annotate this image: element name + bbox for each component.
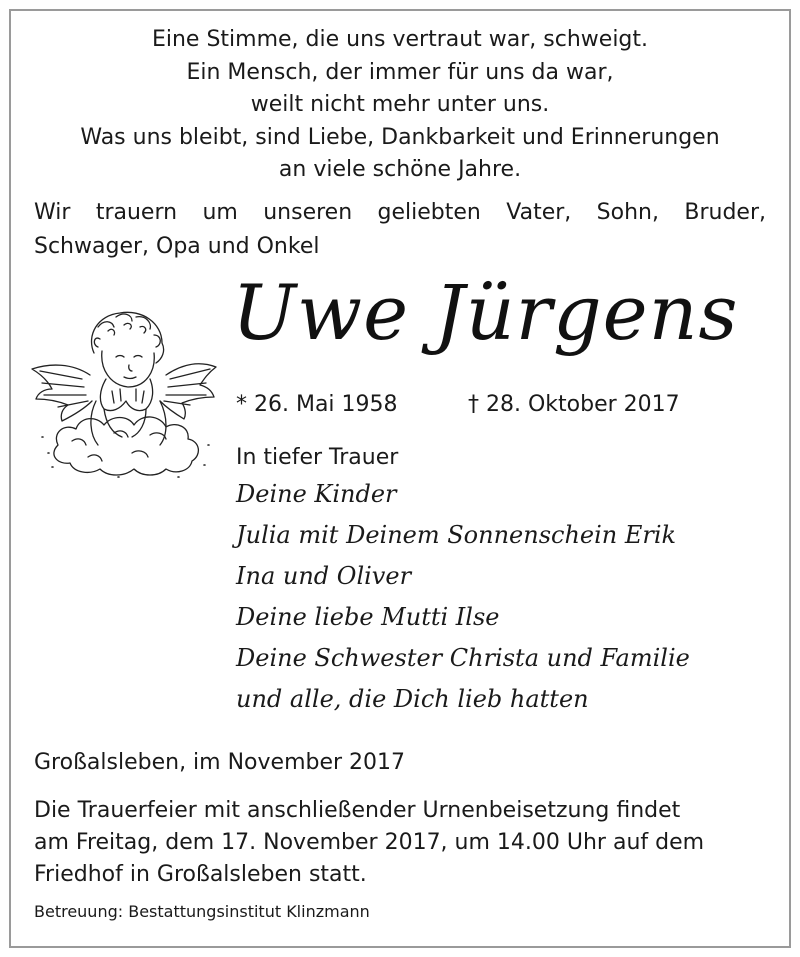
birth-date: * 26. Mai 1958 (236, 392, 398, 417)
intro-text (34, 196, 766, 264)
intro-line: Schwager, Opa und Onkel (34, 234, 320, 259)
death-date: † 28. Oktober 2017 (468, 392, 680, 417)
mourning-heading: In tiefer Trauer (236, 445, 399, 470)
poem-line: weilt nicht mehr unter uns. (250, 92, 550, 117)
mourner-line: Deine Schwester Christa und Familie (236, 644, 690, 672)
poem-line: Ein Mensch, der immer für uns da war, (186, 59, 614, 85)
mourner-line: Deine Kinder (236, 480, 397, 508)
funeral-home-credit: Betreuung: Bestattungsinstitut Klinzmann (34, 902, 370, 921)
life-dates (236, 390, 680, 420)
service-line: Die Trauerfeier mit anschließender Urnenbeisetzung findet (34, 798, 681, 823)
mourner-line: Deine liebe Mutti Ilse (236, 603, 500, 631)
poem-line: Eine Stimme, die uns vertraut war, schweigt. (151, 27, 649, 52)
intro-line: Wir trauern um unseren geliebten Vater, Sohn, Bruder, (34, 200, 766, 225)
mourner-line: Julia mit Deinem Sonnenschein Erik (236, 521, 677, 549)
deceased-name: Uwe Jürgens (232, 268, 739, 357)
place-date: Großalsleben, im November 2017 (34, 750, 406, 775)
poem (0, 24, 800, 187)
service-line: am Freitag, dem 17. November 2017, um 14.00 Uhr auf dem (34, 830, 705, 855)
service-line: Friedhof in Großalsleben statt. (34, 862, 367, 887)
mourner-line: und alle, die Dich lieb hatten (236, 685, 589, 713)
poem-line: an viele schöne Jahre. (278, 157, 522, 182)
poem-line: Was uns bleibt, sind Liebe, Dankbarkeit und Erinnerungen (80, 124, 720, 150)
angel-icon (28, 305, 220, 480)
mourner-line: Ina und Oliver (236, 562, 412, 590)
mourner-list (236, 474, 690, 720)
funeral-service-info (34, 795, 704, 891)
